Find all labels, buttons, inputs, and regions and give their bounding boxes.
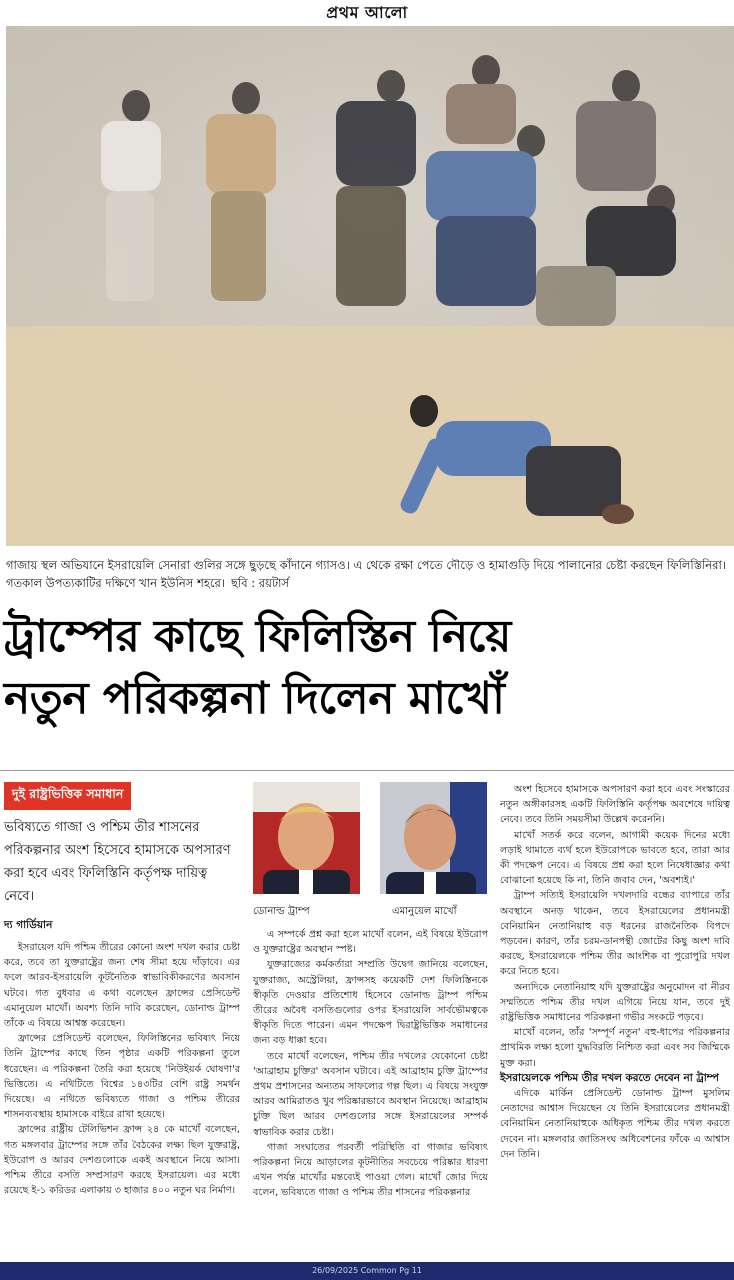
source-credit: দ্য গার্ডিয়ান — [4, 919, 53, 931]
paragraph: অংশ হিসেবে হামাসকে অপসারণ করা হবে এবং সংস্কারের নতুন অঙ্গীকারসহ একটি ফিলিস্তিনি কর্তৃপক্ষ অবশেষে দায়িত্ব নেবে। তবে তিনি সময়সীমা উল্লেখ করেননি। — [500, 784, 730, 826]
paragraph: অন্যদিকে নেতানিয়াহু যদি যুক্তরাষ্ট্রের অনুমোদন বা নীরব সম্মতিতে পশ্চিম তীর দখল এগিয়ে নিয়ে যান, তবে দুই রাষ্ট্রভিত্তিক সমাধানের পরিকল্পনা গভীর সংকটে পড়বে। — [500, 981, 730, 1024]
trump-portrait — [253, 782, 360, 894]
lead-photo — [6, 26, 734, 546]
headline-line-2: নতুন পরিকল্পনা দিলেন মাখোঁ — [4, 673, 505, 724]
paragraph: গাজা সংঘাতের পরবর্তী পরিস্থিতি বা গাজার ভবিষ্যৎ পরিকল্পনা নিয়ে আড়ালের কূটনীতির সবচেয়ে পরিষ্কার ধারণা এখন পর্যন্ত মাখোঁর মন্তব্যেই পাওয়া গেল। মাখোঁ জোর দিয়ে বলেন, ভবিষ্যতে গাজা ও পশ্চিম তীর শাসনের পরিকল্পনার — [253, 1141, 488, 1199]
paragraph: এদিকে মার্কিন প্রেসিডেন্ট ডোনাল্ড ট্রাম্প মুসলিম নেতাদের আশ্বাস দিয়েছেন যে তিনি ইসরায়েলের প্রধানমন্ত্রী বেনিয়ামিন নেতানিয়াহুকে অধিকৃত পশ্চিম তীর দখল করতে দেবেন না। মঙ্গলবার জাতিসংঘ অধিবেশনের ফাঁকে এ আশ্বাস দেন তিনি। — [500, 1088, 730, 1160]
paragraph: যুক্তরাজ্যের কর্মকর্তারা সম্প্রতি উদ্বেগ জানিয়ে বলেছেন, যুক্তরাজ্য, অস্ট্রেলিয়া, ফ্রান্সসহ কয়েকটি দেশ ফিলিস্তিনকে স্বীকৃতি দেওয়ার প্রতিশোধ হিসেবে ডোনাল্ড ট্রাম্প পশ্চিম তীরের অবৈধ বসতিগুলোর ওপর ইসরায়েলি সার্বভৌমত্বকে স্বীকৃতি দিতে পারেন। এমন পদক্ষেপ দ্বিরাষ্ট্রভিত্তিক সমাধানের জন্য বড় ধাক্কা হবে। — [253, 959, 488, 1047]
paragraph: ফ্রান্সের প্রেসিডেন্ট বলেছেন, ফিলিস্তিনের ভবিষ্যৎ নিয়ে তিনি ট্রাম্পের কাছে তিন পৃষ্ঠার একটি পরিকল্পনা তুলে ধরেছেন। এ পরিকল্পনা তৈরি করা হয়েছে 'নিউইয়র্ক ঘোষণা'র ভিত্তিতে। এ নথিটিতে বিশ্বের ১৪৩টির বেশি রাষ্ট্র সমর্থন দিয়েছে। এ নথিতে ভবিষ্যতে গাজা ও পশ্চিম তীরের শাসনব্যবস্থায় হামাসকে বাইরে রাখা হয়েছে। — [4, 1033, 240, 1121]
macron-portrait — [380, 782, 487, 894]
tear-gas-scene-image — [6, 26, 734, 546]
article-column-1 — [4, 940, 240, 1198]
photo-caption — [6, 556, 728, 592]
trump-caption: ডোনাল্ড ট্রাম্প — [253, 906, 310, 917]
paragraph: এ সম্পর্কে প্রশ্ন করা হলে মাখোঁ বলেন, এই বিষয়ে ইউরোপ ও যুক্তরাষ্ট্রের অবস্থান স্পষ্ট। — [253, 929, 488, 956]
sub-headline: ইসরায়েলকে পশ্চিম তীর দখল করতে দেবেন না ট্রাম্প — [500, 1071, 719, 1084]
article-column-3 — [500, 782, 730, 1162]
paragraph: মাখোঁ বলেন, তাঁর 'সম্পূর্ণ নতুন' বহু-ধাপের পরিকল্পনার প্রাথমিক লক্ষ্য হলো যুদ্ধবিরতি নিশ্চিত করা এবং সব জিম্মিকে মুক্ত করা। — [500, 1027, 730, 1069]
trump-photo — [253, 782, 360, 894]
lead-summary: ভবিষ্যতে গাজা ও পশ্চিম তীর শাসনের পরিকল্পনার অংশ হিসেবে হামাসকে অপসারণ করা হবে এবং ফিলিস্তিনি কর্তৃপক্ষ দায়িত্ব নেবে। — [4, 820, 231, 904]
section-tag: দুই রাষ্ট্রভিত্তিক সমাধান — [4, 782, 131, 810]
newspaper-logo: প্রথম আলো — [326, 2, 408, 22]
article-column-2 — [253, 927, 488, 1201]
headline — [4, 606, 730, 730]
page-footer: 26/09/2025 Common Pg 11 — [0, 1262, 734, 1280]
paragraph: মাখোঁ সতর্ক করে বলেন, আগামী কয়েক দিনের মধ্যে লড়াই থামাতে ব্যর্থ হলে ইউরোপকে ভাবতে হবে, তারা আর কী পদক্ষেপ নেবে। এ বিষয়ে প্রশ্ন করা হলে নিষেধাজ্ঞার কথা বোঝানো হয়েছে কি না, তিনি জবাব দেন, 'অবশ্যই।' — [500, 829, 730, 887]
paragraph: ইসরায়েল যদি পশ্চিম তীরের কোনো অংশ দখল করার চেষ্টা করে, তবে তা যুক্তরাষ্ট্রের জন্য শেষ সীমা হয়ে দাঁড়াবে। এর ফলে আরব-ইসরায়েলি কূটনৈতিক স্বাভাবিকীকরণের অবসান ঘটবে। গত বুধবার এ কথা বলেছেন ফ্রান্সের প্রেসিডেন্ট এমানুয়েল মাখোঁ। অবশ্য তিনি দাবি করেছেন, ডোনাল্ড ট্রাম্প তাঁকে এ বিষয়ে আশ্বস্ত করেছেন। — [4, 942, 240, 1030]
headline-line-1: ট্রাম্পের কাছে ফিলিস্তিন নিয়ে — [4, 611, 511, 662]
photo-credit: ছবি : রয়টার্স — [230, 576, 290, 590]
paragraph: ফ্রান্সের রাষ্ট্রীয় টেলিভিশন ফ্রান্স ২৪ কে মাখোঁ বলেছেন, গত মঙ্গলবার ট্রাম্পের সঙ্গে তাঁর বৈঠকের লক্ষ্য ছিল যুক্তরাষ্ট্র, ইউরোপ ও আরব দেশগুলোকে একই অবস্থানে নিয়ে আসা। পশ্চিম তীরে বসতি সম্প্রসারণ করছে ইসরায়েল। এর মধ্যে রয়েছে ই-১ করিডর এলাকায় ৩ হাজার ৪০০ নতুন ঘর নির্মাণ। — [4, 1124, 240, 1197]
caption-text: গাজায় স্থল অভিযানে ইসরায়েলি সেনারা গুলির সঙ্গে ছুড়ছে কাঁদানে গ্যাসও। এ থেকে রক্ষা পেতে দৌড়ে ও হামাগুড়ি দিয়ে পালানোর চেষ্টা করছেন ফিলিস্তিনিরা। গতকাল উপত্যকাটির দক্ষিণে খান ইউনিস শহরে। — [6, 558, 726, 590]
sidebar-box — [4, 782, 236, 935]
paragraph: তবে মাখোঁ বলেছেন, পশ্চিম তীর দখলের যেকোনো চেষ্টা 'আব্রাহাম চুক্তির' অবসান ঘটাবে। এই আব্রাহাম চুক্তি ট্রাম্পের প্রথম প্রশাসনের অন্যতম সাফল্যের গল্প ছিল। এ বিষয়ে সংযুক্ত আরব আমিরাতও খুব পরিষ্কারভাবে অবস্থান নিয়েছে। আব্রাহাম চুক্তি ছিল আরব দেশগুলোর সঙ্গে ইসরায়েলের সম্পর্ক স্বাভাবিক করার চেষ্টা। — [253, 1050, 488, 1138]
macron-photo — [380, 782, 487, 894]
macron-caption: এমানুয়েল মাখোঁ — [392, 906, 457, 917]
paragraph: ট্রাম্প সত্যিই ইসরায়েলি দখলদারি বন্ধের ব্যাপারে তাঁর অবস্থানে অনড় থাকেন, তবে ইসরায়েলের প্রধানমন্ত্রী বেনিয়ামিন নেতানিয়াহু বড় ধরনের রাজনৈতিক বিপদে পড়বেন। কারণ, তাঁর চরম-ডানপন্থী জোটের কিছু অংশ দাবি করছে, ইসরায়েলকে পশ্চিম তীর আংশিক বা পুরোপুরি দখল করে নিতে হবে। — [500, 890, 730, 978]
section-divider — [0, 770, 734, 771]
masthead — [0, 0, 734, 26]
